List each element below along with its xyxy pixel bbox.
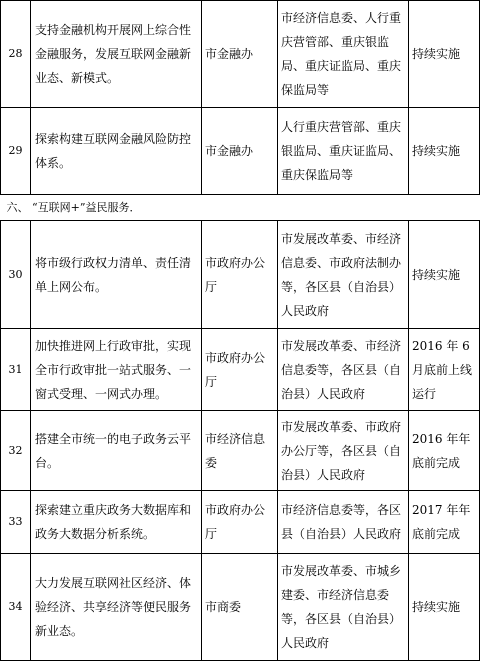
row-number: 30 xyxy=(1,221,31,329)
row-number: 29 xyxy=(1,108,31,195)
task-cell: 探索建立重庆政务大数据库和政务大数据分析系统。 xyxy=(31,491,202,554)
cooperating-departments-cell: 市经济信息委等，各区县（自治县）人民政府 xyxy=(278,491,409,554)
cooperating-departments-cell: 人行重庆营管部、重庆银监局、重庆证监局、重庆保监局等 xyxy=(278,108,409,195)
lead-department-cell: 市金融办 xyxy=(202,108,278,195)
row-number: 28 xyxy=(1,1,31,108)
row-number: 34 xyxy=(1,554,31,661)
cooperating-departments-cell: 市发展改革委、市城乡建委、市经济信息委等，各区县（自治县）人民政府 xyxy=(278,554,409,661)
task-cell: 加快推进网上行政审批，实现全市行政审批一站式服务、一窗式受理、一网式办理。 xyxy=(31,329,202,411)
schedule-cell: 持续实施 xyxy=(409,1,480,108)
task-cell: 大力发展互联网社区经济、体验经济、共享经济等便民服务新业态。 xyxy=(31,554,202,661)
cooperating-departments-cell: 市发展改革委、市经济信息委等，各区县（自治县）人民政府 xyxy=(278,329,409,411)
schedule-cell: 持续实施 xyxy=(409,221,480,329)
task-cell: 探索构建互联网金融风险防控体系。 xyxy=(31,108,202,195)
row-number: 32 xyxy=(1,411,31,491)
table-row xyxy=(1,221,480,329)
lead-department-cell: 市金融办 xyxy=(202,1,278,108)
schedule-cell: 2016 年年底前完成 xyxy=(409,411,480,491)
row-number: 31 xyxy=(1,329,31,411)
task-cell: 搭建全市统一的电子政务云平台。 xyxy=(31,411,202,491)
cooperating-departments-cell: 市经济信息委、人行重庆营管部、重庆银监局、重庆证监局、重庆保监局等 xyxy=(278,1,409,108)
cooperating-departments-cell: 市发展改革委、市政府办公厅等，各区县（自治县）人民政府 xyxy=(278,411,409,491)
section-heading-row xyxy=(1,195,480,221)
table-row xyxy=(1,411,480,491)
table-row xyxy=(1,108,480,195)
lead-department-cell: 市经济信息委 xyxy=(202,411,278,491)
table-row xyxy=(1,554,480,661)
table-row xyxy=(1,1,480,108)
table-row xyxy=(1,491,480,554)
schedule-cell: 2016 年 6 月底前上线运行 xyxy=(409,329,480,411)
cooperating-departments-cell: 市发展改革委、市经济信息委、市政府法制办等，各区县（自治县）人民政府 xyxy=(278,221,409,329)
row-number: 33 xyxy=(1,491,31,554)
task-cell: 支持金融机构开展网上综合性金融服务，发展互联网金融新业态、新模式。 xyxy=(31,1,202,108)
lead-department-cell: 市政府办公厅 xyxy=(202,329,278,411)
task-cell: 将市级行政权力清单、责任清单上网公布。 xyxy=(31,221,202,329)
lead-department-cell: 市商委 xyxy=(202,554,278,661)
table-row xyxy=(1,329,480,411)
schedule-cell: 持续实施 xyxy=(409,108,480,195)
section-heading: 六、 “互联网+”益民服务． xyxy=(1,195,480,221)
lead-department-cell: 市政府办公厅 xyxy=(202,491,278,554)
lead-department-cell: 市政府办公厅 xyxy=(202,221,278,329)
schedule-cell: 持续实施 xyxy=(409,554,480,661)
schedule-cell: 2017 年年底前完成 xyxy=(409,491,480,554)
